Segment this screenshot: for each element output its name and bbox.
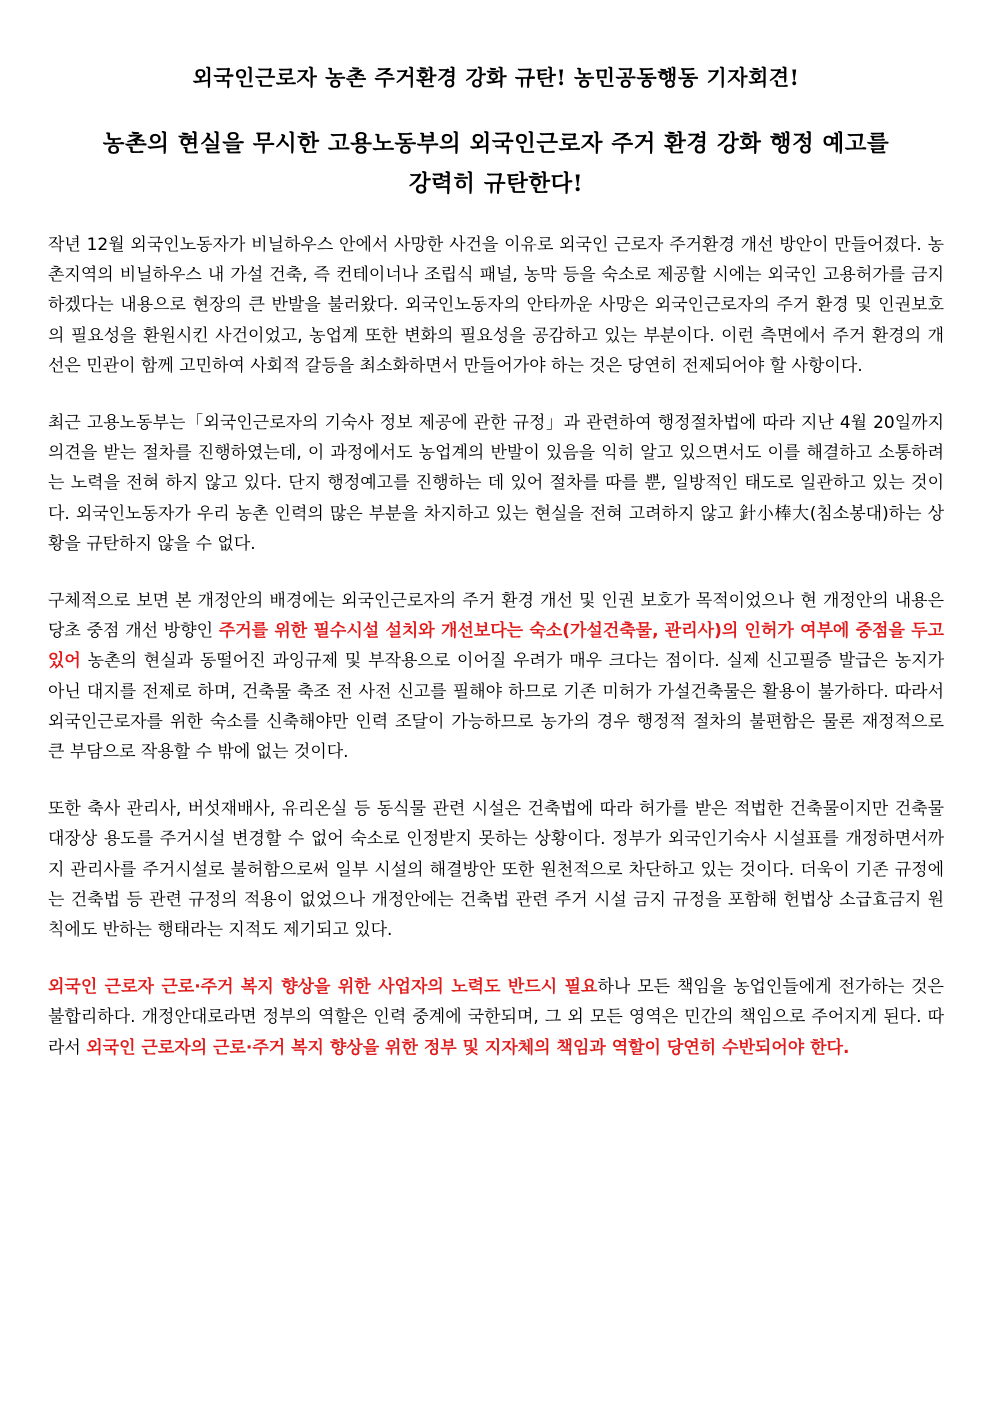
page-subtitle <box>48 124 944 204</box>
paragraph-text: 구체적으로 보면 본 개정안의 배경에는 외국인근로자의 주거 환경 개선 및 인권 보호가 목적이었으나 현 개정안의 내용은 당초 중점 개선 방향인 <box>48 591 944 642</box>
paragraph-2 <box>48 408 944 559</box>
paragraph-text: 또한 축사 관리사, 버섯재배사, 유리온실 등 동식물 관련 시설은 건축법에 따라 허가를 받은 적법한 건축물이지만 건축물대장상 용도를 주거시설 변경할 수 없어 숙소로 인정받지 못하는 상황이다. 정부가 외국인기숙사 시설표를 개정하면서까지 관리사를 주거시설로 불허함으로써 일부 시설의 해결방안 또한 원천적으로 차단하고 있는 것이다. 더욱이 기존 규정에는 건축법 등 관련 규정의 적용이 없었으나 개정안에는 건축법 관련 주거 시설 금지 규정을 포함해 헌법상 소급효금지 원칙에도 반하는 행태라는 지적도 제기되고 있다. <box>48 799 944 941</box>
paragraph-3 <box>48 586 944 767</box>
paragraph-text: 농촌의 현실과 동떨어진 과잉규제 및 부작용으로 이어질 우려가 매우 크다는 점이다. 실제 신고필증 발급은 농지가 아닌 대지를 전제로 하며, 건축물 축조 전 사전 신고를 필해야 하므로 기존 미허가 가설건축물은 활용이 불가하다. 따라서 외국인근로자를 위한 숙소를 신축해야만 인력 조달이 가능하므로 농가의 경우 행정적 절차의 불편함은 물론 재정적으로 큰 부담으로 작용할 수 밖에 없는 것이다. <box>48 651 944 763</box>
paragraph-4 <box>48 794 944 945</box>
subtitle-line-2: 강력히 규탄한다! <box>408 171 584 197</box>
highlighted-text: 외국인 근로자의 근로·주거 복지 향상을 위한 정부 및 지자체의 책임과 역할이 당연히 수반되어야 한다. <box>86 1037 850 1058</box>
subtitle-line-1: 농촌의 현실을 무시한 고용노동부의 외국인근로자 주거 환경 강화 행정 예고를 <box>102 131 890 157</box>
highlighted-text: 주거를 위한 필수시설 설치와 개선보다는 숙소(가설건축물, 관리사)의 인허가 여부에 중점을 두고 있어 <box>48 621 944 672</box>
paragraph-1 <box>48 230 944 381</box>
paragraph-text: 하나 모든 책임을 농업인들에게 전가하는 것은 불합리하다. 개정안대로라면 정부의 역할은 인력 중계에 국한되며, 그 외 모든 영역은 민간의 책임으로 주어지게 된다. 따라서 <box>48 977 944 1058</box>
paragraph-text: 작년 12월 외국인노동자가 비닐하우스 안에서 사망한 사건을 이유로 외국인 근로자 주거환경 개선 방안이 만들어졌다. 농촌지역의 비닐하우스 내 가설 건축, 즉 컨테이너나 조립식 패널, 농막 등을 숙소로 제공할 시에는 외국인 고용허가를 금지하겠다는 내용으로 현장의 큰 반발을 불러왔다. 외국인노동자의 안타까운 사망은 외국인근로자의 주거 환경 및 인권보호의 필요성을 환원시킨 사건이었고, 농업계 또한 변화의 필요성을 공감하고 있는 부분이다. 이런 측면에서 주거 환경의 개선은 민관이 함께 고민하여 사회적 갈등을 최소화하면서 만들어가야 하는 것은 당연히 전제되어야 할 사항이다. <box>48 235 944 376</box>
page-title: 외국인근로자 농촌 주거환경 강화 규탄! 농민공동행동 기자회견! <box>192 65 800 90</box>
paragraph-5 <box>48 972 944 1063</box>
paragraph-text: 최근 고용노동부는「외국인근로자의 기숙사 정보 제공에 관한 규정」과 관련하여 행정절차법에 따라 지난 4월 20일까지 의견을 받는 절차를 진행하였는데, 이 과정에서도 농업계의 반발이 있음을 익히 알고 있으면서도 이를 해결하고 소통하려는 노력을 전혀 하지 않고 있다. 단지 행정예고를 진행하는 데 있어 절차를 따를 뿐, 일방적인 태도로 일관하고 있는 것이다. 외국인노동자가 우리 농촌 인력의 많은 부분을 차지하고 있는 현실을 전혀 고려하지 않고 針小棒大(침소봉대)하는 상황을 규탄하지 않을 수 없다. <box>48 413 944 554</box>
highlighted-text: 외국인 근로자 근로·주거 복지 향상을 위한 사업자의 노력도 반드시 필요 <box>48 977 598 998</box>
